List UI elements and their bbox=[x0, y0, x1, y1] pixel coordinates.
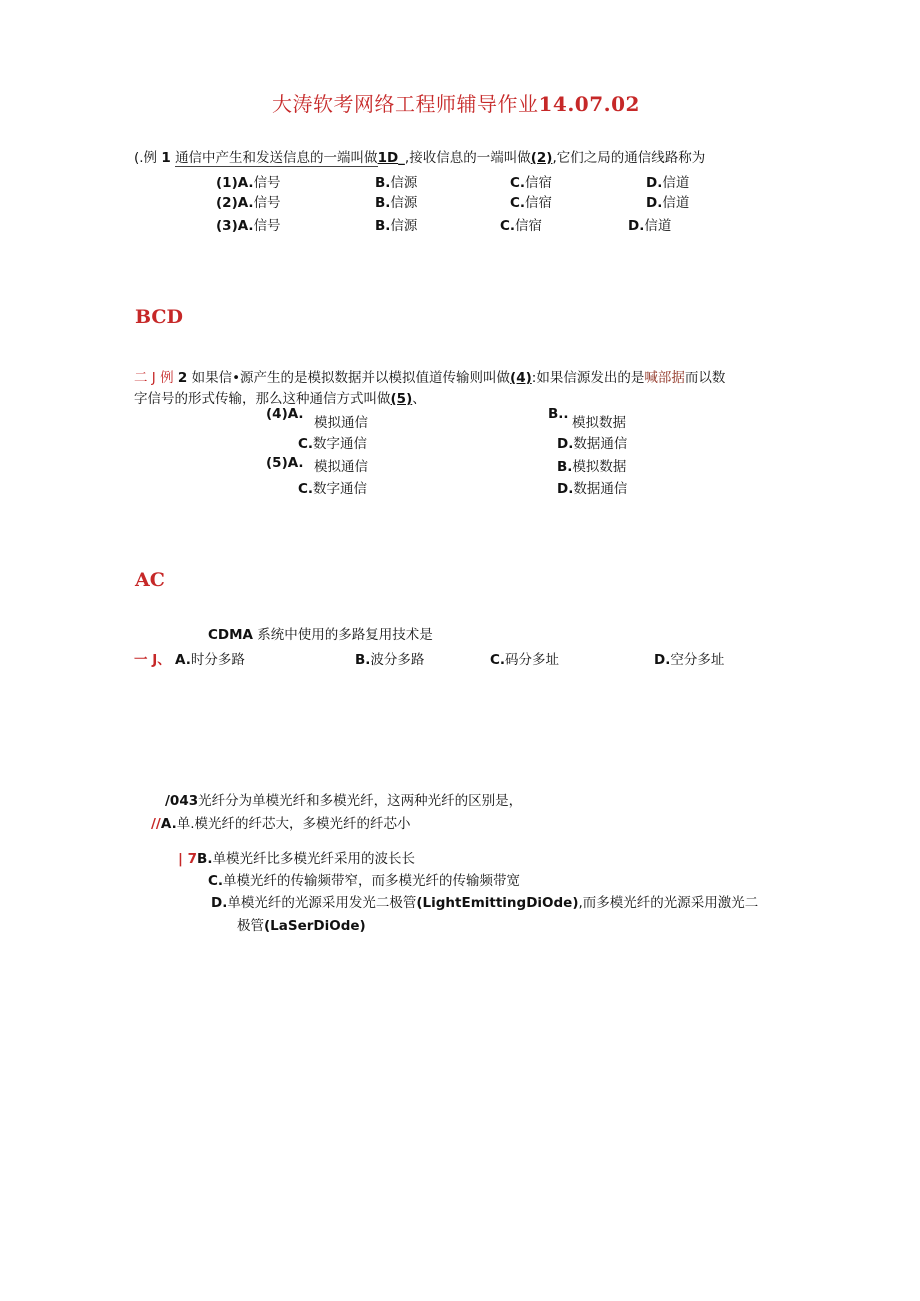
q4-option-c: C.单模光纤的传输频带窄，而多模光纤的传输频带宽 bbox=[208, 873, 521, 889]
q2-option-4c: C.数字通信 bbox=[298, 436, 368, 452]
question-3-stem: CDMA 系统中使用的多路复用技术是 bbox=[208, 627, 433, 643]
q2-answer: AC bbox=[135, 569, 165, 591]
q1-option-1b: B.信源 bbox=[375, 175, 418, 191]
q1-answer: BCD bbox=[135, 306, 184, 328]
q1-option-3a: (3)A.信号 bbox=[216, 218, 281, 234]
q2-option-5b: B.模拟数据 bbox=[557, 459, 627, 475]
q3-prefix: 一 J、 bbox=[134, 652, 171, 668]
q2-option-5a: 模拟通信 bbox=[314, 459, 368, 475]
q4-option-b: | 7B.单模光纤比多模光纤采用的波长长 bbox=[178, 851, 415, 867]
q1-option-1d: D.信道 bbox=[646, 175, 690, 191]
q4-option-a: //A.单.模光纤的纤芯大，多模光纤的纤芯小 bbox=[151, 816, 411, 832]
question-1-stem: (.例 1 通信中产生和发送信息的一端叫做1D_,接收信息的一端叫做(2),它们之局的通信线路称为 bbox=[134, 150, 706, 166]
q2-option-5d: D.数据通信 bbox=[557, 481, 628, 497]
q1-option-2d: D.信道 bbox=[646, 195, 690, 211]
page-title: 大涛软考网络工程师辅导作业14.07.02 bbox=[272, 92, 640, 116]
q3-option-c: C.码分多址 bbox=[490, 652, 560, 668]
q2-option-4a: 模拟通信 bbox=[314, 415, 368, 431]
question-2-stem-line-2: 字信号的形式传输，那么这种通信方式叫做(5)、 bbox=[134, 391, 426, 407]
q1-option-1a: (1)A.信号 bbox=[216, 175, 281, 191]
q4-option-d-line-2: 极管(LaSerDiOde) bbox=[237, 918, 366, 934]
q1-option-2a: (2)A.信号 bbox=[216, 195, 281, 211]
question-4-stem: /043光纤分为单模光纤和多模光纤，这两种光纤的区别是， bbox=[165, 793, 523, 809]
question-2-stem-line-1: 二 J 例 2 如果信•源产生的是模拟数据并以模拟值道传输则叫做(4):如果信源发出的是喊部据而以数 bbox=[134, 370, 726, 386]
q1-option-2c: C.信宿 bbox=[510, 195, 553, 211]
q2-option-4d: D.数据通信 bbox=[557, 436, 628, 452]
q2-option-5c: C.数字通信 bbox=[298, 481, 368, 497]
q2-option-4a-label: (4)A. bbox=[266, 406, 304, 422]
q1-option-3d: D.信道 bbox=[628, 218, 672, 234]
q1-option-1c: C.信宿 bbox=[510, 175, 553, 191]
q2-option-5a-label: (5)A. bbox=[266, 455, 304, 471]
q2-option-4b-label: B.. bbox=[548, 406, 569, 422]
q3-option-b: B.波分多路 bbox=[355, 652, 425, 668]
q3-option-d: D.空分多址 bbox=[654, 652, 725, 668]
q1-option-2b: B.信源 bbox=[375, 195, 418, 211]
q4-option-d-line-1: D.单模光纤的光源采用发光二极管(LightEmittingDiOde),而多模光纤的光源采用激光二 bbox=[211, 895, 759, 911]
q1-option-3c: C.信宿 bbox=[500, 218, 543, 234]
q3-option-a: A.时分多路 bbox=[175, 652, 245, 668]
q2-option-4b: 模拟数据 bbox=[572, 415, 626, 431]
q1-option-3b: B.信源 bbox=[375, 218, 418, 234]
